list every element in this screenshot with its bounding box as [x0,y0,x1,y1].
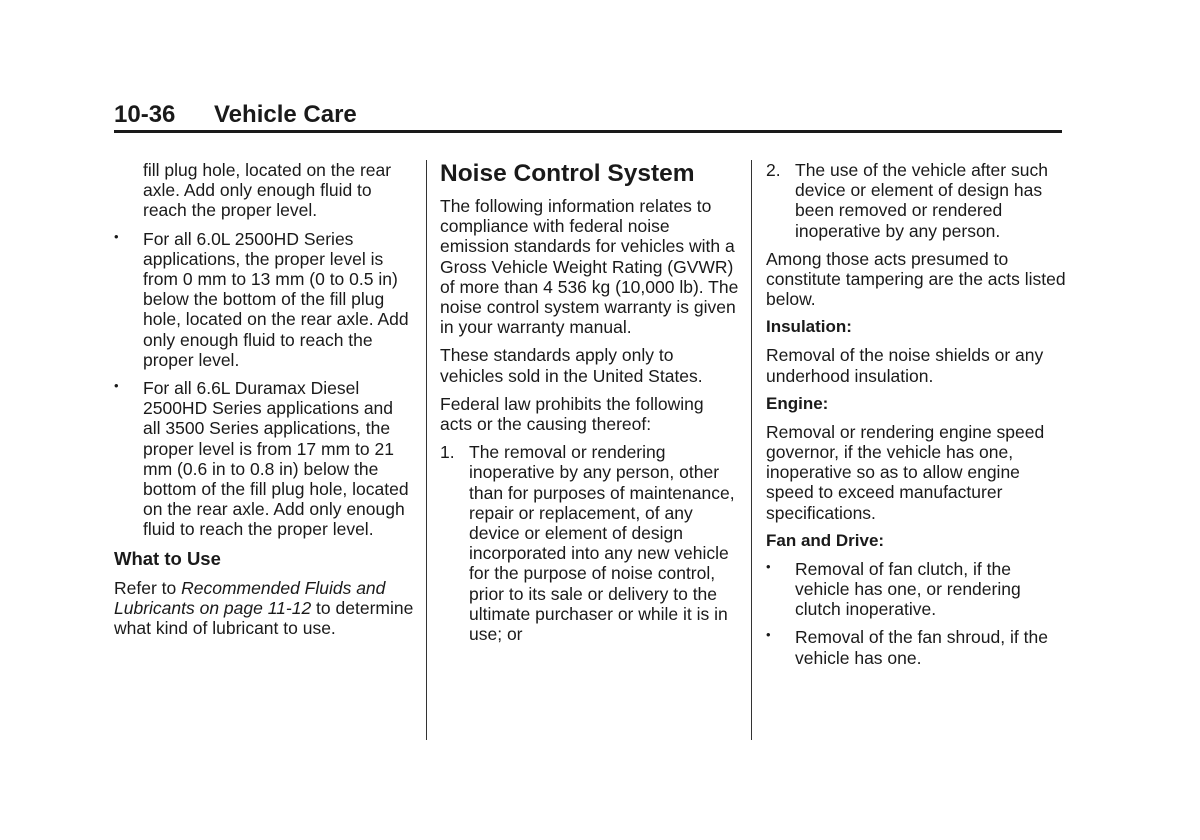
subheading-insulation: Insulation: [766,317,852,337]
paragraph: Federal law prohibits the following acts or the causing thereof: [440,393,704,435]
list-item [114,378,414,540]
subheading-engine: Engine: [766,393,829,413]
bullet-icon: • [114,378,119,394]
column-1 [114,160,414,646]
bullet-icon: • [766,627,771,643]
paragraph: Removal or rendering engine speed governor, if the vehicle has one, inoperative so as to allow engine speed to exceed manufacturer specifications. [766,421,1045,523]
numbered-item [766,160,1066,241]
continued-text: fill plug hole, located on the rear axle. Add only enough fluid to reach the proper level. [143,160,392,221]
list-item [766,559,1066,620]
list-item [766,627,1066,667]
list-item-text: For all 6.0L 2500HD Series applications, the proper level is from 0 mm to 13 mm (0 to 0.5 in) below the bottom of the fill plug hole, located on the rear axle. Add only enough fluid to reach the proper level. [143,228,409,370]
subheading-what-to-use: What to Use [114,547,221,569]
list-item [114,229,414,370]
list-item-text: Removal of the fan shroud, if the vehicle has one. [795,627,1048,668]
section-heading: Noise Control System [440,160,695,187]
reference-suffix: to determine what kind of lubricant to use. [114,597,414,639]
reference-paragraph [114,578,414,639]
item-text: The removal or rendering inoperative by any person, other than for purposes of maintenance, repair or replacement, of any device or element of design incorporated into any new vehicle for the purpose of noise control, prior to its sale or delivery to the ultimate purchaser or while it is in use; or [469,442,735,645]
paragraph: The following information relates to compliance with federal noise emission standards for vehicles with a Gross Vehicle Weight Rating (GVWR) of more than 4 536 kg (10,000 lb). The noise control system warranty is given in your warranty manual. [440,196,739,338]
item-number: 1. [440,442,455,463]
subheading-fan-and-drive: Fan and Drive: [766,530,885,550]
column-2 [440,160,740,652]
page-number: 10-36 [114,101,176,128]
column-divider [751,160,752,740]
item-text: The use of the vehicle after such device or element of design has been removed or rendered inoperative by any person. [795,160,1048,241]
cross-reference-link[interactable]: Recommended Fluids and Lubricants on page 11-12 [114,577,386,618]
bullet-icon: • [114,228,119,244]
item-number: 2. [766,160,781,180]
numbered-item [440,442,740,644]
list-item-text: Removal of fan clutch, if the vehicle has one, or rendering clutch inoperative. [795,558,1021,620]
paragraph: Removal of the noise shields or any underhood insulation. [766,345,1044,386]
paragraph: Among those acts presumed to constitute tampering are the acts listed below. [766,248,1066,310]
page-header [114,100,1062,133]
bullet-icon: • [766,558,771,574]
paragraph: These standards apply only to vehicles sold in the United States. [440,345,703,386]
section-title: Vehicle Care [214,101,357,128]
column-divider [426,160,427,740]
column-3 [766,160,1066,676]
reference-prefix: Refer to [114,577,182,598]
list-item-text: For all 6.6L Duramax Diesel 2500HD Series applications and all 3500 Series applications, the proper level is from 17 mm to 21 mm (0.6 in to 0.8 in) below the bottom of the fill plug hole, located on the rear axle. Add only enough fluid to reach the proper level. [143,378,409,540]
